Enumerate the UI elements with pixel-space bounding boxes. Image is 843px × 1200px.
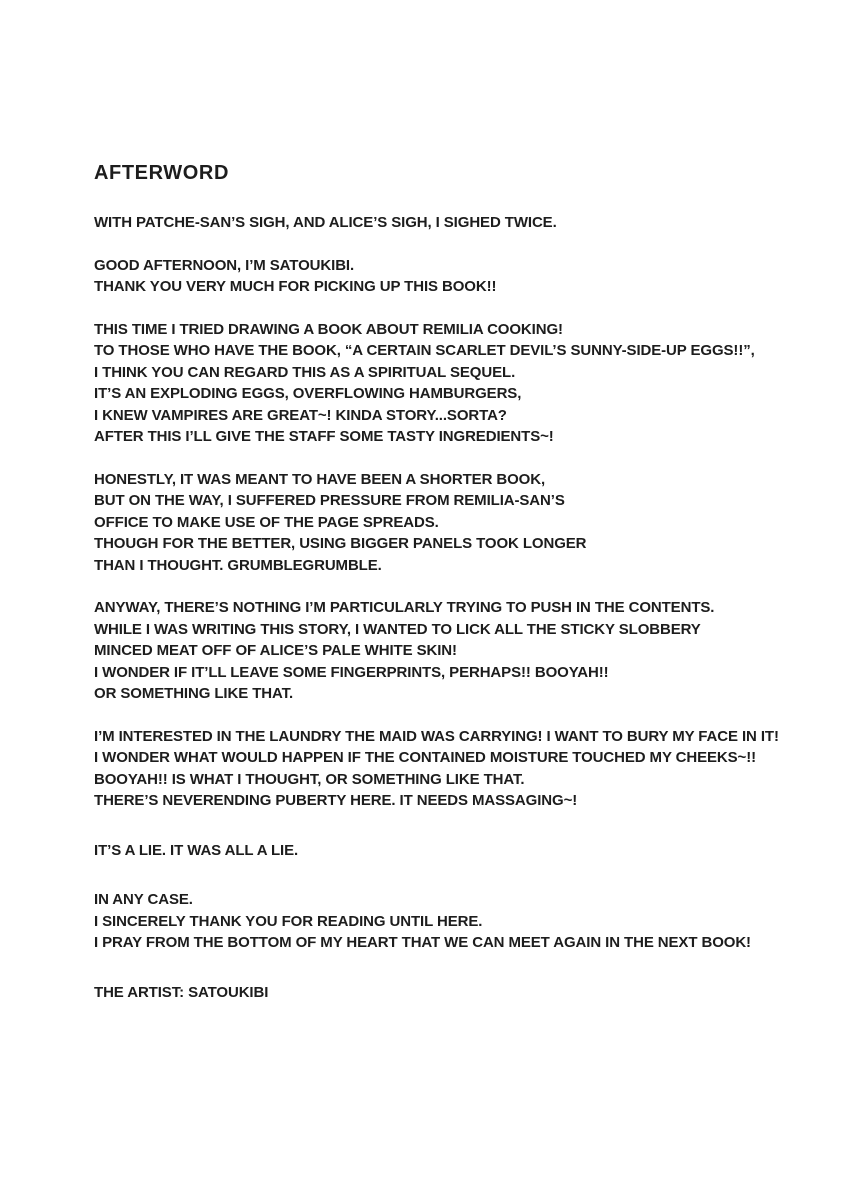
text-line: I KNEW VAMPIRES ARE GREAT~! KINDA STORY...SORTA? [94, 406, 507, 424]
page-title: AFTERWORD [94, 162, 230, 184]
paragraph [94, 469, 814, 577]
text-line: I’M INTERESTED IN THE LAUNDRY THE MAID WAS CARRYING! I WANT TO BURY MY FACE IN IT! [94, 727, 779, 745]
artist-credit [94, 982, 814, 1004]
paragraph [94, 255, 814, 298]
text-line: IT’S A LIE. IT WAS ALL A LIE. [94, 841, 299, 859]
paragraph [94, 840, 814, 862]
text-line: AFTER THIS I’LL GIVE THE STAFF SOME TASTY INGREDIENTS~! [94, 428, 554, 445]
text-line: OR SOMETHING LIKE THAT. [94, 685, 294, 702]
text-line: THOUGH FOR THE BETTER, USING BIGGER PANELS TOOK LONGER [94, 535, 587, 552]
paragraph [94, 319, 814, 448]
text-line: I PRAY FROM THE BOTTOM OF MY HEART THAT WE CAN MEET AGAIN IN THE NEXT BOOK! [94, 934, 751, 951]
text-line: THE ARTIST: SATOUKIBI [94, 983, 269, 1001]
text-line: I THINK YOU CAN REGARD THIS AS A SPIRITUAL SEQUEL. [94, 363, 516, 381]
text-line: THERE’S NEVERENDING PUBERTY HERE. IT NEEDS MASSAGING~! [94, 792, 578, 809]
text-line: IT’S AN EXPLODING EGGS, OVERFLOWING HAMBURGERS, [94, 385, 522, 402]
text-line: HONESTLY, IT WAS MEANT TO HAVE BEEN A SHORTER BOOK, [94, 470, 546, 488]
text-line: I WONDER IF IT’LL LEAVE SOME FINGERPRINTS, PERHAPS!! BOOYAH!! [94, 663, 609, 681]
text-line: THIS TIME I TRIED DRAWING A BOOK ABOUT REMILIA COOKING! [94, 320, 563, 338]
text-line: ANYWAY, THERE’S NOTHING I’M PARTICULARLY TRYING TO PUSH IN THE CONTENTS. [94, 599, 715, 616]
text-line: THANK YOU VERY MUCH FOR PICKING UP THIS BOOK!! [94, 278, 497, 295]
text-line: MINCED MEAT OFF OF ALICE’S PALE WHITE SKIN! [94, 642, 457, 659]
text-line: WHILE I WAS WRITING THIS STORY, I WANTED TO LICK ALL THE STICKY SLOBBERY [94, 620, 701, 638]
paragraph [94, 212, 814, 234]
paragraph [94, 597, 814, 705]
text-line: WITH PATCHE-SAN’S SIGH, AND ALICE’S SIGH, I SIGHED TWICE. [94, 214, 557, 231]
afterword-body [94, 212, 814, 1024]
paragraph [94, 889, 814, 954]
text-line: TO THOSE WHO HAVE THE BOOK, “A CERTAIN SCARLET DEVIL’S SUNNY-SIDE-UP EGGS!!”, [94, 342, 755, 359]
text-line: IN ANY CASE. [94, 891, 193, 908]
text-line: BOOYAH!! IS WHAT I THOUGHT, OR SOMETHING LIKE THAT. [94, 770, 525, 788]
text-line: BUT ON THE WAY, I SUFFERED PRESSURE FROM REMILIA-SAN’S [94, 492, 565, 509]
text-line: THAN I THOUGHT. GRUMBLEGRUMBLE. [94, 556, 382, 574]
text-line: OFFICE TO MAKE USE OF THE PAGE SPREADS. [94, 513, 439, 531]
text-line: I SINCERELY THANK YOU FOR READING UNTIL HERE. [94, 912, 483, 930]
paragraph [94, 726, 814, 812]
text-line: I WONDER WHAT WOULD HAPPEN IF THE CONTAINED MOISTURE TOUCHED MY CHEEKS~!! [94, 749, 757, 766]
text-line: GOOD AFTERNOON, I’M SATOUKIBI. [94, 256, 355, 274]
